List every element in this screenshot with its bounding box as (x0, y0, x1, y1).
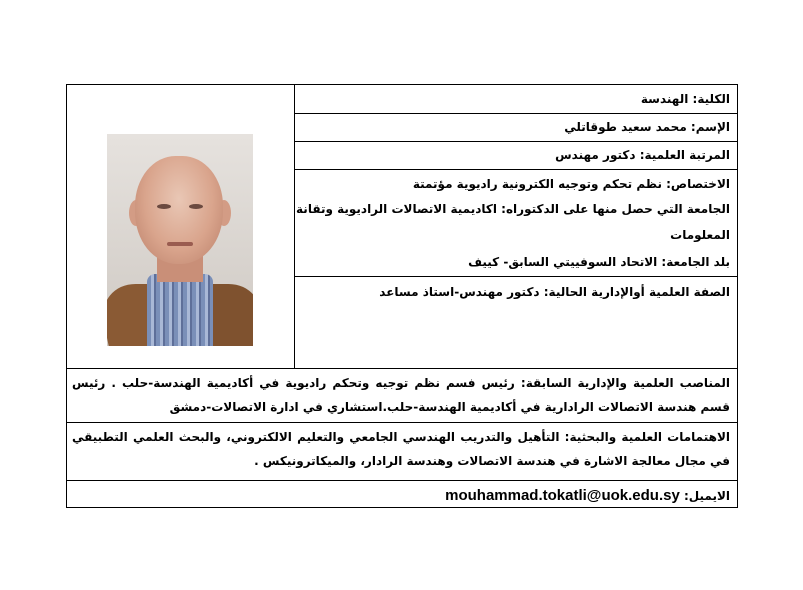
email-link[interactable]: mouhammad.tokatli@uok.edu.sy (445, 487, 680, 504)
university-country-field: بلد الجامعة: الاتحاد السوفييتي السابق- كييف (468, 255, 730, 269)
research-interests-field: الاهتمامات العلمية والبحثية: التأهيل والتدريب الهندسي الجامعي والتعليم الالكتروني، والبحث العلمي التطبيقي في مجال معالجة الاشارة في هندسة الاتصالات وهندسة الرادار، والميكاترونيكس . (72, 430, 730, 468)
university-field-continued: المعلومات (670, 228, 730, 242)
previous-positions-field: المناصب العلمية والإدارية السابقة: رئيس فسم نظم توجيه وتحكم راديوية في أكاديمية الهندسة-حلب . رئيس قسم هندسة الاتصالات الرادارية في أكاديمية الهندسة-حلب.استشاري في ادارة الاتصالات-دمشق (72, 376, 730, 414)
column-divider (294, 84, 295, 368)
email-label: الايميل: (683, 489, 730, 503)
faculty-field: الكلية: الهندسة (640, 92, 730, 106)
current-position-field: الصفة العلمية أوالإدارية الحالية: دكتور مهندس-استاذ مساعد (379, 285, 730, 299)
row-divider (66, 422, 738, 423)
specialization-field: الاختصاص: نظم تحكم وتوجيه الكترونية راديوية مؤتمتة (412, 177, 730, 191)
name-field: الإسم: محمد سعيد طوقاتلي (564, 120, 730, 134)
rank-field: المرتبة العلمية: دكتور مهندس (555, 148, 730, 162)
row-divider (294, 113, 738, 114)
row-divider (294, 169, 738, 170)
profile-photo (107, 134, 253, 346)
row-divider (294, 141, 738, 142)
row-divider (66, 368, 738, 369)
row-divider (294, 276, 738, 277)
university-field: الجامعة التي حصل منها على الدكتوراه: اكاديمية الاتصالات الراديوية وتقانة (296, 202, 730, 216)
row-divider (66, 480, 738, 481)
email-row (300, 484, 730, 508)
